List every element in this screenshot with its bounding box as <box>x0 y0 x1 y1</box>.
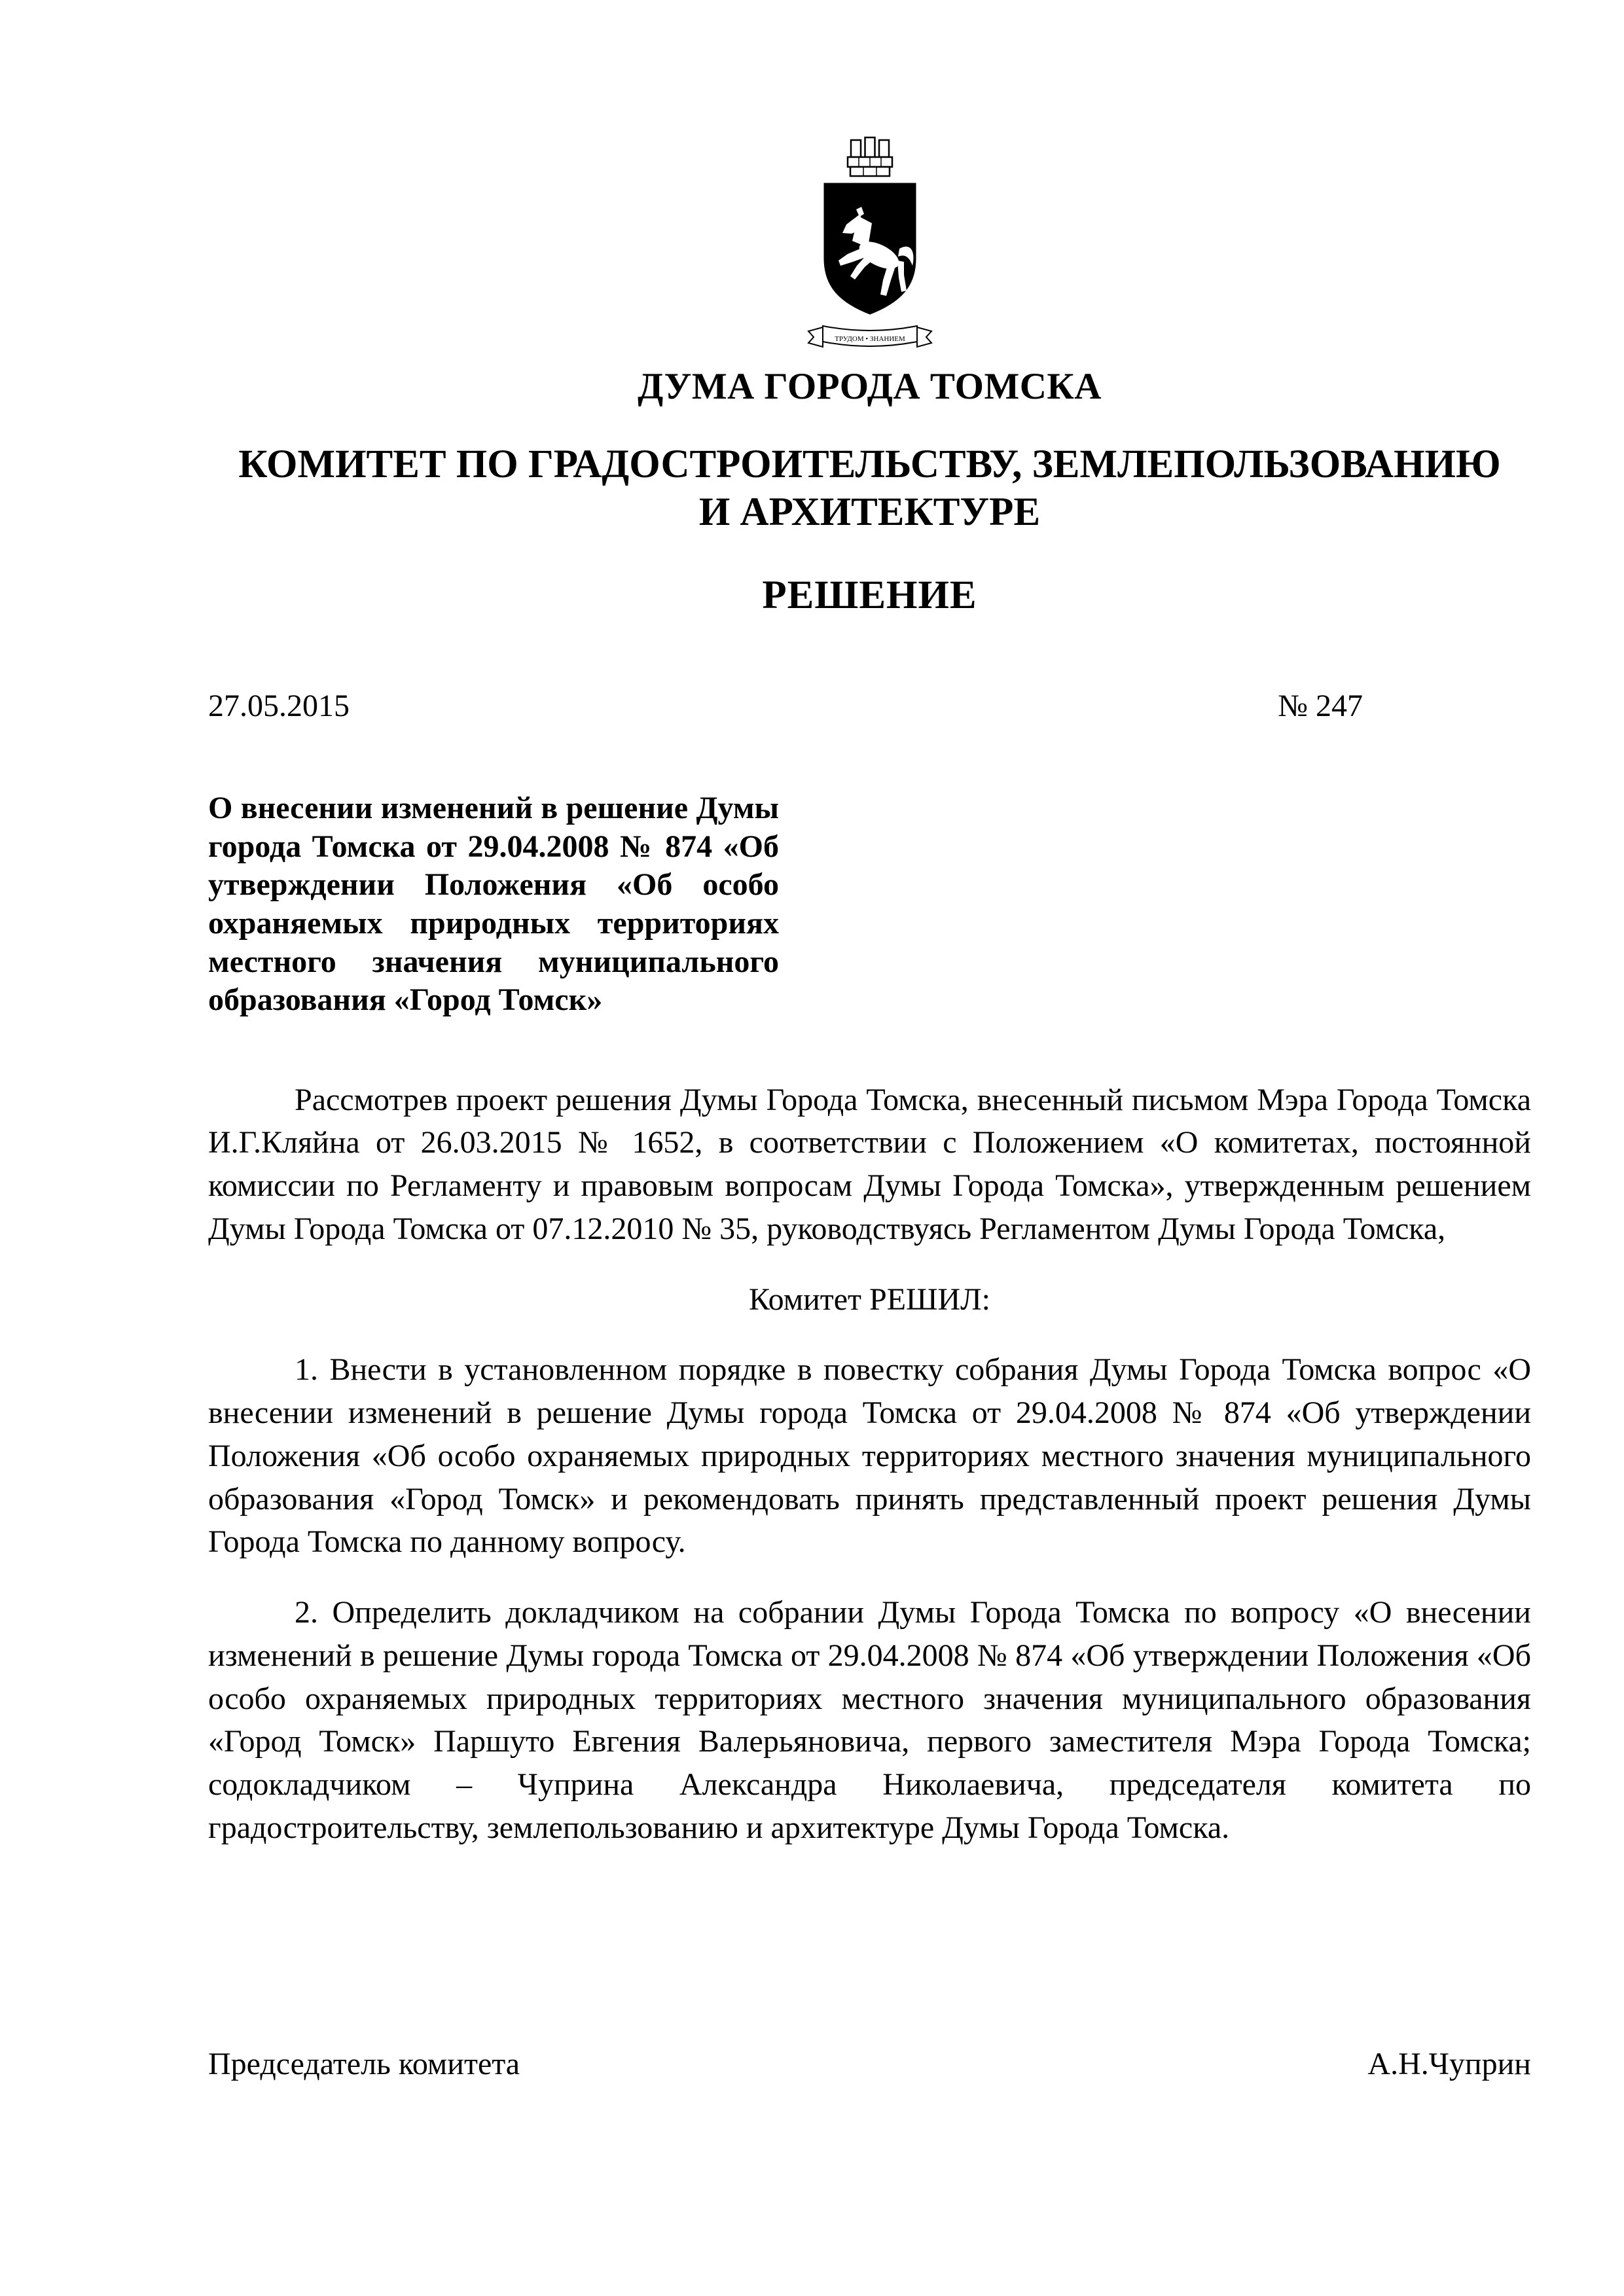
emblem-motto: ТРУДОМ • ЗНАНИЕМ <box>834 335 905 343</box>
coat-of-arms-graphic <box>804 131 935 353</box>
date-number-row <box>208 688 1531 724</box>
resolution-item-1: 1. Внести в установленном порядке в повестку собрания Думы Города Томска вопрос «О внесении изменений в решение Думы города Томска от 29.04.2008 № 874 «Об утверждении Положения «Об особо охраняемых природных территориях местного значения муниципального образования «Город Томск» и рекомендовать принять представленный проект решения Думы Города Томска по данному вопросу. <box>208 1352 1531 1560</box>
document-subject: О внесении изменений в решение Думы города Томска от 29.04.2008 № 874 «Об утверждении Положения «Об особо охраняемых природных территориях местного значения муниципального образования «Город Томск» <box>208 791 779 1018</box>
mural-crown-icon <box>848 137 892 176</box>
document-header <box>208 131 1531 619</box>
signature-name: А.Н.Чуприн <box>1367 2046 1531 2081</box>
organization-title: ДУМА ГОРОДА ТОМСКА <box>638 366 1102 407</box>
document-type-title: РЕШЕНИЕ <box>762 573 977 618</box>
committee-title-line1: КОМИТЕТ ПО ГРАДОСТРОИТЕЛЬСТВУ, ЗЕМЛЕПОЛЬЗОВАНИЮ <box>238 442 1501 486</box>
committee-title-line2: И АРХИТЕКТУРЕ <box>698 490 1041 535</box>
document-date: 27.05.2015 <box>208 689 350 724</box>
document-number: № 247 <box>1278 689 1363 724</box>
resolution-item-2: 2. Определить докладчиком на собрании Думы Города Томска по вопросу «О внесении изменений в решение Думы города Томска от 29.04.2008 № 874 «Об утверждении Положения «Об особо охраняемых природных территориях местного значения муниципального образования «Город Томск» Паршуто Евгения Валерьяновича, первого заместителя Мэра Города Томска; содокладчиком – Чуприна Александра Николаевича, председателя комитета по градостроительству, землепользованию и архитектуре Думы Города Томска. <box>208 1595 1531 1845</box>
signature-row <box>208 2046 1531 2082</box>
signature-title: Председатель комитета <box>208 2046 520 2081</box>
intro-paragraph: Рассмотрев проект решения Думы Города Томска, внесенный письмом Мэра Города Томска И.Г.Кляйна от 26.03.2015 № 1652, в соответствии с Положением «О комитетах, постоянной комиссии по Регламенту и правовым вопросам Думы Города Томска», утвержденным решением Думы Города Томска от 07.12.2010 № 35, руководствуясь Регламентом Думы Города Томска, <box>208 1082 1531 1246</box>
tomsk-coat-of-arms <box>208 131 1531 353</box>
committee-title <box>208 440 1531 536</box>
resolution-heading: Комитет РЕШИЛ: <box>748 1282 991 1317</box>
